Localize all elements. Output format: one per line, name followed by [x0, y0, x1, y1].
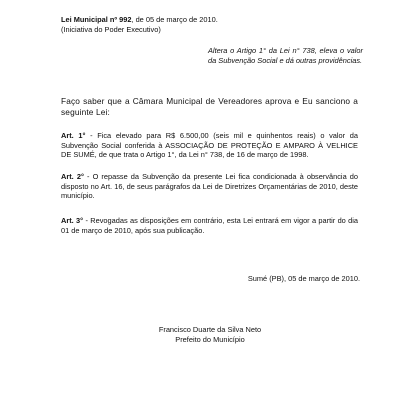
law-number: Lei Municipal nº 992 — [61, 15, 132, 24]
preamble-text: Faço saber que a Câmara Municipal de Vereadores aprova e Eu sanciono a seguinte Lei: — [61, 96, 358, 117]
law-header — [61, 15, 361, 25]
article-2-text: - O repasse da Subvenção da presente Lei fica condicionada à observância do disposto no Art. 16, de seus parágrafos da Lei de Diretrizes Orçamentárias de 2010, deste município. — [61, 172, 358, 201]
article-3-text: - Revogadas as disposições em contrário, esta Lei entrará em vigor a partir do dia 01 de março de 2010, após sua publicação. — [61, 216, 358, 235]
place-and-date: Sumé (PB), 05 de março de 2010. — [247, 274, 360, 283]
article-1-label: Art. 1° — [61, 131, 86, 140]
signatory-name: Francisco Duarte da Silva Neto — [158, 325, 262, 334]
initiative-note: (Iniciativa do Poder Executivo) — [61, 25, 161, 34]
ementa-summary: Altera o Artigo 1° da Lei n° 738, eleva o valor da Subvenção Social e dá outras providências. — [208, 46, 363, 65]
signature-block — [110, 325, 310, 344]
article-3 — [61, 216, 358, 235]
signatory-title: Prefeito do Município — [175, 334, 245, 344]
article-2-label: Art. 2° — [61, 172, 84, 181]
article-2 — [61, 172, 358, 201]
article-3-label: Art. 3° — [61, 216, 84, 225]
article-1-text: - Fica elevado para R$ 6.500,00 (seis mil e quinhentos reais) o valor da Subvenção Social conferida à ASSOCIAÇÃO DE PROTEÇÃO E AMPARO À VELHICE DE SUMÉ, de que trata o Artigo 1°, da Lei n° 738, de 16 de março de 1998. — [61, 131, 358, 160]
article-1 — [61, 131, 358, 160]
law-date: , de 05 de março de 2010. — [131, 15, 218, 24]
